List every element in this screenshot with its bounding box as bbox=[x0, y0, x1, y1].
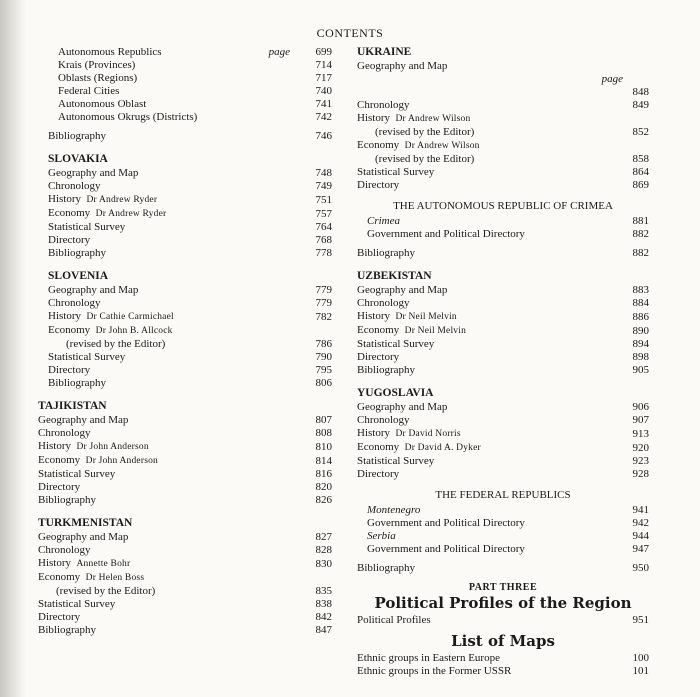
toc-entry[interactable]: Geography and Map bbox=[357, 60, 448, 72]
toc-entry[interactable]: Statistical Survey 894 bbox=[357, 338, 649, 350]
author-name: Annette Bohr bbox=[76, 559, 131, 569]
toc-entry[interactable]: Statistical Survey 764 bbox=[48, 221, 332, 233]
toc-entry[interactable]: Government and Political Directory 947 bbox=[367, 543, 649, 555]
author-name: Dr Andrew Wilson bbox=[395, 114, 471, 124]
country-heading-tajikistan[interactable]: TAJIKISTAN bbox=[38, 400, 107, 412]
toc-entry[interactable]: History Dr Cathie Carmichael 782 bbox=[48, 310, 332, 323]
toc-entry[interactable]: Montenegro 941 bbox=[367, 504, 649, 516]
toc-entry[interactable]: Geography and Map 906 bbox=[357, 401, 649, 413]
toc-entry[interactable]: Economy Dr Neil Melvin 890 bbox=[357, 324, 649, 337]
toc-entry[interactable]: Economy Dr John B. Allcock (revised by the Editor) 786 bbox=[48, 324, 332, 350]
toc-entry[interactable]: Government and Political Directory 942 bbox=[367, 517, 649, 529]
toc-entry[interactable]: Directory 869 bbox=[357, 179, 649, 191]
toc-entry[interactable]: Economy Dr John Anderson 814 bbox=[38, 454, 332, 467]
toc-entry[interactable]: Geography and Map 827 bbox=[38, 531, 332, 543]
toc-entry[interactable]: History Dr John Anderson 810 bbox=[38, 440, 332, 453]
toc-entry[interactable]: Geography and Map 779 bbox=[48, 284, 332, 296]
toc-entry[interactable]: Geography and Map 807 bbox=[38, 414, 332, 426]
toc-left-column bbox=[38, 46, 332, 637]
toc-entry[interactable]: Chronology 779 bbox=[48, 297, 332, 309]
toc-entry[interactable]: Oblasts (Regions) 717 bbox=[58, 72, 332, 84]
toc-entry[interactable]: Bibliography 826 bbox=[38, 494, 332, 506]
author-name: Dr Andrew Ryder bbox=[95, 209, 167, 219]
author-name: Dr Andrew Wilson bbox=[404, 141, 480, 151]
toc-entry[interactable]: Chronology 808 bbox=[38, 427, 332, 439]
toc-entry[interactable]: Directory 768 bbox=[48, 234, 332, 246]
author-name: Dr Neil Melvin bbox=[404, 326, 467, 336]
toc-entry[interactable]: Directory 842 bbox=[38, 611, 332, 623]
toc-entry[interactable]: Chronology 749 bbox=[48, 180, 332, 192]
toc-entry[interactable]: History Dr Andrew Wilson (revised by the Editor) 852 bbox=[357, 112, 649, 138]
toc-entry[interactable]: Geography and Map 748 bbox=[48, 167, 332, 179]
toc-entry[interactable]: Bibliography 806 bbox=[48, 377, 332, 389]
country-heading-ukraine[interactable]: UKRAINE bbox=[357, 46, 412, 58]
toc-right-column bbox=[357, 46, 649, 678]
toc-entry[interactable]: Statistical Survey 790 bbox=[48, 351, 332, 363]
author-name: Dr David Norris bbox=[395, 429, 461, 439]
toc-entry[interactable]: Directory 820 bbox=[38, 481, 332, 493]
country-heading-slovakia[interactable]: SLOVAKIA bbox=[48, 153, 108, 165]
toc-entry[interactable]: Directory 898 bbox=[357, 351, 649, 363]
list-of-maps-heading: List of Maps bbox=[451, 632, 555, 650]
toc-entry[interactable]: Chronology 884 bbox=[357, 297, 649, 309]
toc-entry[interactable]: Economy Dr Andrew Ryder 757 bbox=[48, 207, 332, 220]
revision-note: (revised by the Editor) bbox=[56, 585, 156, 597]
toc-entry[interactable]: Federal Cities 740 bbox=[58, 85, 332, 97]
country-heading-slovenia[interactable]: SLOVENIA bbox=[48, 270, 109, 282]
section-heading-crimea: THE AUTONOMOUS REPUBLIC OF CRIMEA bbox=[393, 200, 613, 212]
page-label: page bbox=[601, 73, 623, 85]
country-heading-turkmenistan[interactable]: TURKMENISTAN bbox=[38, 517, 133, 529]
toc-entry-bibliography[interactable]: Bibliography 746 bbox=[48, 130, 332, 142]
toc-entry[interactable]: Serbia 944 bbox=[367, 530, 649, 542]
toc-entry[interactable]: Autonomous Oblast 741 bbox=[58, 98, 332, 110]
toc-entry[interactable]: Chronology 907 bbox=[357, 414, 649, 426]
author-name: Dr John B. Allcock bbox=[95, 326, 173, 336]
toc-entry[interactable]: Political Profiles 951 bbox=[357, 614, 649, 626]
toc-entry[interactable]: Statistical Survey 923 bbox=[357, 455, 649, 467]
page-label: page bbox=[268, 46, 290, 58]
toc-entry[interactable]: History Dr Andrew Ryder 751 bbox=[48, 193, 332, 206]
toc-entry[interactable]: Chronology 828 bbox=[38, 544, 332, 556]
revision-note: (revised by the Editor) bbox=[375, 153, 475, 165]
author-name: Dr John Anderson bbox=[85, 456, 159, 466]
toc-entry[interactable]: 848 bbox=[632, 86, 649, 98]
toc-entry[interactable]: Crimea 881 bbox=[367, 215, 649, 227]
toc-entry[interactable]: Autonomous Okrugs (Districts) 742 bbox=[58, 111, 332, 123]
toc-entry[interactable]: Krais (Provinces) 714 bbox=[58, 59, 332, 71]
toc-entry[interactable]: Autonomous Republics page 699 bbox=[58, 46, 332, 58]
toc-entry[interactable]: Bibliography 778 bbox=[48, 247, 332, 259]
part-heading: PART THREE bbox=[468, 582, 538, 593]
book-spine-shadow bbox=[0, 0, 26, 697]
author-name: Dr Helen Boss bbox=[85, 573, 145, 583]
toc-entry[interactable]: Directory 928 bbox=[357, 468, 649, 480]
toc-entry[interactable]: Directory 795 bbox=[48, 364, 332, 376]
author-name: Dr John Anderson bbox=[76, 442, 149, 452]
section-heading-federal-republics: THE FEDERAL REPUBLICS bbox=[435, 489, 571, 501]
author-name: Dr Andrew Ryder bbox=[86, 195, 158, 205]
author-name: Dr Neil Melvin bbox=[395, 312, 457, 322]
toc-entry[interactable]: Economy Dr David A. Dyker 920 bbox=[357, 441, 649, 454]
toc-entry[interactable]: Economy Dr Andrew Wilson (revised by the Editor) 858 bbox=[357, 139, 649, 165]
toc-entry[interactable]: Economy Dr Helen Boss (revised by the Editor) 835 bbox=[38, 571, 332, 597]
page-title: CONTENTS bbox=[316, 26, 384, 40]
political-profiles-heading: Political Profiles of the Region bbox=[374, 594, 632, 612]
toc-entry[interactable]: Ethnic groups in the Former USSR 101 bbox=[357, 665, 649, 677]
toc-entry[interactable]: Bibliography 847 bbox=[38, 624, 332, 636]
toc-entry[interactable]: Statistical Survey 816 bbox=[38, 468, 332, 480]
author-name: Dr Cathie Carmichael bbox=[86, 312, 174, 322]
country-heading-yugoslavia[interactable]: YUGOSLAVIA bbox=[357, 387, 434, 399]
author-name: Dr David A. Dyker bbox=[404, 443, 481, 453]
toc-entry[interactable]: Ethnic groups in Eastern Europe 100 bbox=[357, 652, 649, 664]
toc-entry-bibliography[interactable]: Bibliography 950 bbox=[357, 562, 649, 574]
toc-entry-bibliography[interactable]: Bibliography 882 bbox=[357, 247, 649, 259]
toc-entry[interactable]: History Dr David Norris 913 bbox=[357, 427, 649, 440]
toc-entry[interactable]: History Annette Bohr 830 bbox=[38, 557, 332, 570]
toc-entry[interactable]: Chronology 849 bbox=[357, 99, 649, 111]
toc-entry[interactable]: Statistical Survey 838 bbox=[38, 598, 332, 610]
toc-entry[interactable]: Geography and Map 883 bbox=[357, 284, 649, 296]
revision-note: (revised by the Editor) bbox=[375, 126, 475, 138]
toc-entry[interactable]: Statistical Survey 864 bbox=[357, 166, 649, 178]
country-heading-uzbekistan[interactable]: UZBEKISTAN bbox=[357, 270, 432, 282]
toc-entry[interactable]: History Dr Neil Melvin 886 bbox=[357, 310, 649, 323]
toc-entry[interactable]: Bibliography 905 bbox=[357, 364, 649, 376]
revision-note: (revised by the Editor) bbox=[66, 338, 166, 350]
toc-entry[interactable]: Government and Political Directory 882 bbox=[367, 228, 649, 240]
